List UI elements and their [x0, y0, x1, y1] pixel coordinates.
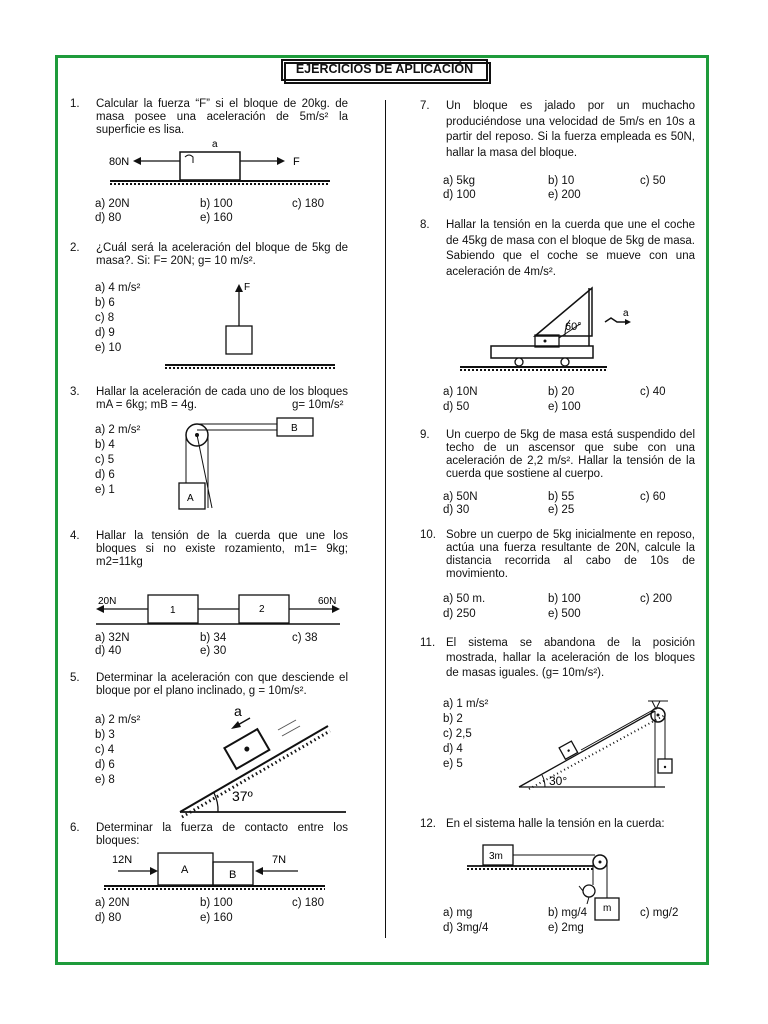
angle-label: 37º [232, 788, 253, 804]
right-force-label: 60N [318, 596, 337, 607]
question-number: 1. [70, 98, 80, 110]
option: d) 40 [95, 645, 122, 657]
option: a) 50 m. [443, 593, 486, 605]
block [180, 152, 240, 180]
option: d) 4 [443, 743, 463, 755]
option: e) 2mg [548, 922, 584, 934]
question-number: 11. [420, 637, 436, 649]
question-text: Hallar la tensión en la cuerda que une el coche de 45kg de masa con el bloque de 5kg de masa. Sabiendo que el coche se mueve con una aceleración de 4m/s². [446, 219, 695, 278]
option: a) 20N [95, 897, 130, 909]
block-1-label: 1 [170, 605, 176, 616]
question-number: 9. [420, 429, 430, 441]
figure-q3 [175, 413, 325, 513]
block-b-label: B [229, 869, 237, 881]
option: a) 2 m/s² [95, 424, 141, 436]
block-hanging-label: m [603, 903, 612, 914]
option: c) 60 [640, 491, 666, 503]
question-text: Determinar la aceleración con que desciende el bloque por el plano inclinado, g = 10m/s². [96, 672, 348, 697]
option: e) 160 [200, 912, 233, 924]
option: d) 250 [443, 608, 476, 620]
option: c) 180 [292, 897, 324, 909]
option: c) 180 [292, 198, 324, 210]
option: e) 25 [548, 504, 575, 516]
right-force-label: 7N [272, 854, 287, 866]
question-text: Un bloque es jalado por un muchacho produciéndose una velocidad de 5m/s en 10s a partir del reposo. Si la fuerza empleada es 50N, hallar la masa del bloque. [446, 100, 695, 159]
option: b) 100 [200, 897, 233, 909]
option: e) 8 [95, 774, 115, 786]
incline [180, 726, 328, 812]
option: a) 1 m/s² [443, 698, 489, 710]
gravity-note: g= 10m/s² [292, 399, 344, 411]
option: d) 50 [443, 401, 470, 413]
option: b) 4 [95, 439, 115, 451]
rope [581, 710, 653, 750]
question-number: 5. [70, 672, 80, 684]
option: d) 6 [95, 469, 115, 481]
option: e) 1 [95, 484, 115, 496]
option: b) 3 [95, 729, 115, 741]
block [226, 326, 252, 354]
hand-icon [185, 155, 193, 163]
figure-q6 [100, 848, 340, 893]
option: b) 2 [443, 713, 463, 725]
option: a) 2 m/s² [95, 714, 141, 726]
option: a) 5kg [443, 175, 475, 187]
option: b) 55 [548, 491, 575, 503]
question-text: El sistema se abandona de la posición mostrada, hallar la aceleración de los bloques de masas iguales. (g= 10m/s²). [446, 637, 695, 679]
option: e) 100 [548, 401, 581, 413]
accel-label: a [234, 703, 242, 719]
block-top-label: 3m [489, 851, 503, 862]
question-text: Hallar la aceleración de cada uno de los bloques mA = 6kg; mB = 4g. [96, 386, 348, 411]
option: e) 200 [548, 189, 581, 201]
figure-q1 [105, 135, 345, 195]
option: a) 20N [95, 198, 130, 210]
option: b) 100 [548, 593, 581, 605]
force-label: F [244, 282, 251, 293]
left-force-label: 20N [98, 596, 117, 607]
block-b-label: B [291, 423, 298, 434]
option: e) 30 [200, 645, 227, 657]
incline [519, 711, 655, 787]
pulley-movable [583, 885, 595, 897]
option: b) 10 [548, 175, 575, 187]
option: e) 10 [95, 342, 122, 354]
question-number: 12. [420, 818, 436, 830]
question-number: 6. [70, 822, 80, 834]
option: c) 38 [292, 632, 318, 644]
option: d) 6 [95, 759, 115, 771]
cart-wedge [535, 288, 592, 336]
question-number: 7. [420, 100, 430, 112]
figure-q11 [515, 695, 695, 795]
question-text: Calcular la fuerza “F” si el bloque de 20kg. de masa posee una aceleración de 5m/s² la superficie es lisa. [96, 98, 348, 136]
question-text: Determinar la fuerza de contacto entre los bloques: [96, 822, 348, 847]
figure-q4 [92, 590, 352, 635]
wheel [515, 358, 523, 366]
block-a-label: A [181, 864, 189, 876]
option: b) 6 [95, 297, 115, 309]
question-text: Hallar la tensión de la cuerda que une los bloques si no existe rozamiento, m1= 9kg; m2=11kg [96, 530, 348, 568]
block [535, 335, 559, 347]
question-text: ¿Cuál será la aceleración del bloque de 5kg de masa?. Si: F= 20N; g= 10 m/s². [96, 242, 348, 267]
accel-label: a [212, 139, 218, 150]
angle-label: 60° [565, 321, 582, 333]
option: a) 50N [443, 491, 478, 503]
option: d) 30 [443, 504, 470, 516]
option: e) 160 [200, 212, 233, 224]
right-force-label: F [293, 156, 300, 168]
option: b) 20 [548, 386, 575, 398]
option: a) mg [443, 907, 473, 919]
option: b) mg/4 [548, 907, 587, 919]
question-number: 10. [420, 529, 436, 541]
block-2-label: 2 [259, 604, 265, 615]
option: b) 34 [200, 632, 227, 644]
wheel [561, 358, 569, 366]
option: a) 10N [443, 386, 478, 398]
option: d) 80 [95, 912, 122, 924]
question-number: 2. [70, 242, 80, 254]
option: c) 50 [640, 175, 666, 187]
question-text: Un cuerpo de 5kg de masa está suspendido del techo de un ascensor que sube con una aceleración de 2,2 m/s². Hallar la tensión de la cuerda que sostiene al cuerpo. [446, 429, 695, 480]
option: c) 4 [95, 744, 115, 756]
question-number: 3. [70, 386, 80, 398]
option: d) 9 [95, 327, 115, 339]
left-force-label: 80N [109, 156, 130, 168]
accel-label: a [623, 308, 629, 319]
option: e) 500 [548, 608, 581, 620]
option: c) mg/2 [640, 907, 679, 919]
option: b) 100 [200, 198, 233, 210]
question-text: En el sistema halle la tensión en la cuerda: [446, 818, 665, 830]
option: c) 8 [95, 312, 115, 324]
option: a) 32N [95, 632, 130, 644]
option: d) 3mg/4 [443, 922, 489, 934]
option: d) 80 [95, 212, 122, 224]
column-divider [385, 100, 386, 938]
option: a) 4 m/s² [95, 282, 141, 294]
block-a-label: A [187, 493, 194, 504]
question-number: 4. [70, 530, 80, 542]
figure-q2 [160, 278, 340, 373]
option: d) 100 [443, 189, 476, 201]
figure-q5 [178, 703, 348, 818]
angle-label: 30° [549, 774, 568, 788]
question-text: Sobre un cuerpo de 5kg inicialmente en reposo, actúa una fuerza resultante de 20N, calcule la distancia recorrida al cabo de 10s de movimiento. [446, 529, 695, 580]
option: c) 40 [640, 386, 666, 398]
option: c) 2,5 [443, 728, 472, 740]
left-force-label: 12N [112, 854, 133, 866]
figure-q8 [455, 284, 695, 374]
option: e) 5 [443, 758, 463, 770]
page-title: EJERCICIOS DE APLICACIÓN [281, 59, 488, 81]
option: c) 5 [95, 454, 115, 466]
option: c) 200 [640, 593, 672, 605]
question-number: 8. [420, 219, 430, 231]
cart-base [491, 346, 593, 358]
